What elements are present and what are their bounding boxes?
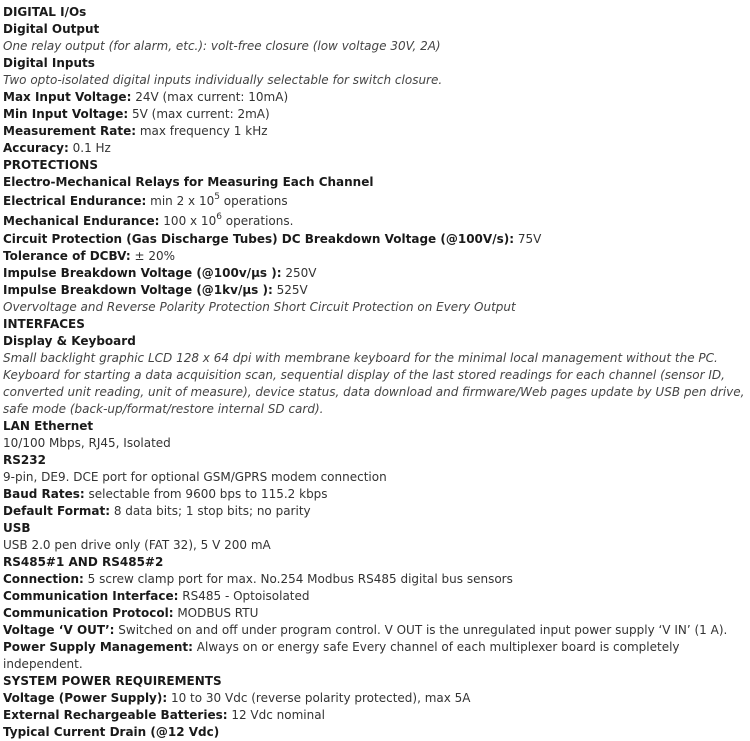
spec-value: 12 Vdc nominal (227, 708, 325, 722)
section-heading-digital-ios: DIGITAL I/Os (3, 5, 87, 19)
lan-ethernet-title: LAN Ethernet (3, 419, 94, 433)
spec-value: Always on or energy safe Every channel of each multiplexer board is completely independent. (3, 640, 680, 671)
spec-label: Min Input Voltage: (3, 107, 129, 121)
rs232-title: RS232 (3, 453, 46, 467)
spec-row-connection (3, 571, 748, 588)
spec-row-circuit-protection (3, 231, 748, 248)
spec-row-external-batteries (3, 707, 748, 724)
spec-value: 100 x 10 (159, 214, 217, 228)
spec-row-communication-interface (3, 588, 748, 605)
exponent: 5 (214, 192, 220, 202)
overvoltage-note: Overvoltage and Reverse Polarity Protection Short Circuit Protection on Every Output (3, 300, 516, 314)
spec-value: Switched on and off under program control. V OUT is the unregulated input power supply ‘V IN’ (1 A). (114, 623, 728, 637)
spec-value: RS485 - Optoisolated (178, 589, 310, 603)
spec-row-communication-protocol (3, 605, 748, 622)
spec-label: Accuracy: (3, 141, 69, 155)
relays-title: Electro-Mechanical Relays for Measuring Each Channel (3, 175, 374, 189)
spec-value-suffix: operations. (221, 214, 294, 228)
digital-inputs-text: Two opto-isolated digital inputs individually selectable for switch closure. (3, 73, 443, 87)
spec-label: Communication Interface: (3, 589, 179, 603)
spec-row-min-input-voltage (3, 106, 748, 123)
spec-row-voltage-vout (3, 622, 748, 639)
section-heading-interfaces: INTERFACES (3, 317, 85, 331)
spec-value: 525V (272, 283, 308, 297)
rs485-title: RS485#1 AND RS485#2 (3, 555, 164, 569)
spec-value: 75V (514, 232, 542, 246)
usb-text: USB 2.0 pen drive only (FAT 32), 5 V 200 mA (3, 538, 271, 552)
spec-value: 0.1 Hz (68, 141, 111, 155)
spec-label: Impulse Breakdown Voltage (@1kv/µs ): (3, 283, 273, 297)
spec-value: selectable from 9600 bps to 115.2 kbps (84, 487, 328, 501)
spec-row-impulse-100v (3, 265, 748, 282)
spec-row-mechanical-endurance (3, 211, 748, 231)
spec-row-voltage-power-supply (3, 690, 748, 707)
spec-row-baud-rates (3, 486, 748, 503)
spec-label: Mechanical Endurance: (3, 214, 160, 228)
spec-row-measurement-rate (3, 123, 748, 140)
section-heading-system-power: SYSTEM POWER REQUIREMENTS (3, 674, 222, 688)
spec-label: Connection: (3, 572, 84, 586)
spec-value: 5V (max current: 2mA) (128, 107, 270, 121)
spec-value: 24V (max current: 10mA) (131, 90, 289, 104)
spec-label: Circuit Protection (Gas Discharge Tubes) DC Breakdown Voltage (@100V/s): (3, 232, 514, 246)
spec-row-impulse-1kv (3, 282, 748, 299)
section-heading-protections: PROTECTIONS (3, 158, 98, 172)
spec-row-tolerance (3, 248, 748, 265)
spec-label: Baud Rates: (3, 487, 85, 501)
rs232-text: 9-pin, DE9. DCE port for optional GSM/GPRS modem connection (3, 470, 387, 484)
spec-row-typical-current-drain (3, 724, 748, 741)
spec-row-default-format (3, 503, 748, 520)
spec-row-power-supply-management (3, 639, 748, 673)
spec-label: Power Supply Management: (3, 640, 193, 654)
spec-value: 250V (281, 266, 317, 280)
spec-value-suffix: operations (219, 194, 288, 208)
spec-label: Impulse Breakdown Voltage (@100v/µs ): (3, 266, 282, 280)
spec-row-electrical-endurance (3, 191, 748, 211)
display-keyboard-text: Small backlight graphic LCD 128 x 64 dpi with membrane keyboard for the minimal local management without the PC. Keyboard for starting a data acquisition scan, sequential display of the last stored readings for each channel (sensor ID, converted unit reading, unit of measure), device status, data download and firmware/Web pages update by USB pen drive, safe mode (back-up/format/restore internal SD card). (3, 351, 745, 416)
display-keyboard-title: Display & Keyboard (3, 334, 136, 348)
spec-label: Electrical Endurance: (3, 194, 147, 208)
spec-value: 5 screw clamp port for max. No.254 Modbus RS485 digital bus sensors (83, 572, 513, 586)
spec-value: 10 to 30 Vdc (reverse polarity protected), max 5A (167, 691, 471, 705)
spec-label: Tolerance of DCBV: (3, 249, 131, 263)
spec-value: min 2 x 10 (146, 194, 215, 208)
lan-ethernet-text: 10/100 Mbps, RJ45, Isolated (3, 436, 171, 450)
spec-value: max frequency 1 kHz (136, 124, 268, 138)
spec-value: 8 data bits; 1 stop bits; no parity (110, 504, 311, 518)
spec-row-max-input-voltage (3, 89, 748, 106)
spec-label: Voltage ‘V OUT’: (3, 623, 115, 637)
spec-label: Measurement Rate: (3, 124, 137, 138)
spec-value: ± 20% (130, 249, 176, 263)
exponent: 6 (216, 212, 222, 222)
usb-title: USB (3, 521, 31, 535)
digital-output-text: One relay output (for alarm, etc.): volt-free closure (low voltage 30V, 2A) (3, 39, 441, 53)
spec-label: Voltage (Power Supply): (3, 691, 168, 705)
spec-value: MODBUS RTU (173, 606, 259, 620)
spec-sheet (3, 4, 748, 741)
spec-label: Typical Current Drain (@12 Vdc) (3, 725, 220, 739)
spec-row-accuracy (3, 140, 748, 157)
spec-label: Default Format: (3, 504, 110, 518)
digital-inputs-title: Digital Inputs (3, 56, 95, 70)
spec-label: Communication Protocol: (3, 606, 174, 620)
digital-output-title: Digital Output (3, 22, 100, 36)
spec-label: External Rechargeable Batteries: (3, 708, 228, 722)
spec-label: Max Input Voltage: (3, 90, 132, 104)
